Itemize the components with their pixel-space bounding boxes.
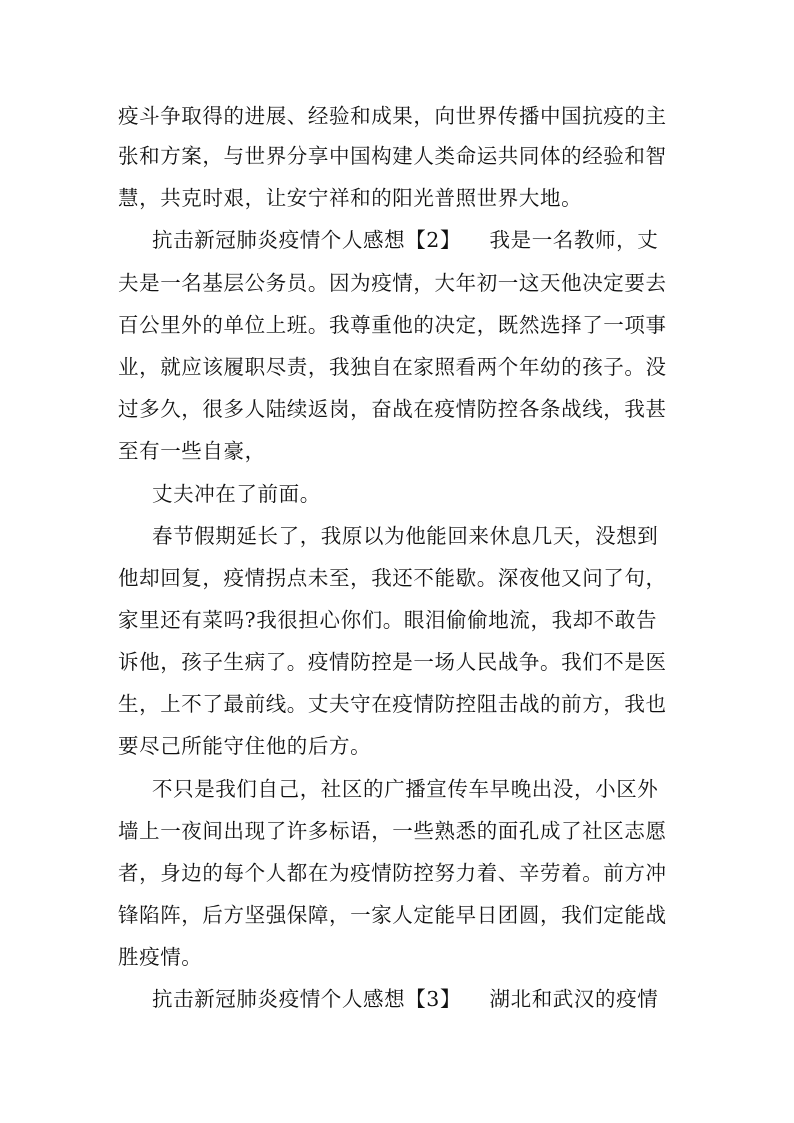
text-line: 至有一些自豪， (118, 439, 266, 463)
paragraph-line: 春节假期延长了，我原以为他能回来休息几天，没想到 (152, 524, 659, 548)
text-line: 生，上不了最前线。丈夫守在疫情防控阻击战的前方，我也 (118, 692, 667, 716)
text-line: 家里还有菜吗?我很担心你们。眼泪偷偷地流，我却不敢告 (118, 608, 658, 632)
text-line: 锋陷阵，后方坚强保障，一家人定能早日团圆，我们定能战 (118, 903, 667, 927)
text-line: 诉他，孩子生病了。疫情防控是一场人民战争。我们不是医 (118, 650, 667, 674)
text-line: 者，身边的每个人都在为疫情防控努力着、辛劳着。前方冲 (118, 861, 667, 885)
section-heading-line: 抗击新冠肺炎疫情个人感想【2】 我是一名教师，丈 (152, 228, 659, 252)
text-line: 疫斗争取得的进展、经验和成果，向世界传播中国抗疫的主 (118, 104, 667, 128)
text-line: 墙上一夜间出现了许多标语，一些熟悉的面孔成了社区志愿 (118, 819, 667, 843)
text-line: 要尽己所能守住他的后方。 (118, 734, 372, 758)
text-line: 他却回复，疫情拐点未至，我还不能歇。深夜他又问了句， (118, 566, 667, 590)
text-line: 慧，共克时艰，让安宁祥和的阳光普照世界大地。 (118, 186, 583, 210)
text-line: 百公里外的单位上班。我尊重他的决定，既然选择了一项事 (118, 313, 667, 337)
paragraph-line: 丈夫冲在了前面。 (152, 482, 321, 506)
text-line: 过多久，很多人陆续返岗，奋战在疫情防控各条战线，我甚 (118, 397, 667, 421)
text-line: 业，就应该履职尽责，我独自在家照看两个年幼的孩子。没 (118, 355, 667, 379)
paragraph-line: 不只是我们自己，社区的广播宣传车早晚出没，小区外 (152, 777, 659, 801)
text-line: 夫是一名基层公务员。因为疫情，大年初一这天他决定要去 (118, 271, 667, 295)
section-heading-line: 抗击新冠肺炎疫情个人感想【3】 湖北和武汉的疫情 (152, 987, 659, 1011)
text-line: 张和方案，与世界分享中国构建人类命运共同体的经验和智 (118, 144, 667, 168)
text-line: 胜疫情。 (118, 945, 203, 969)
